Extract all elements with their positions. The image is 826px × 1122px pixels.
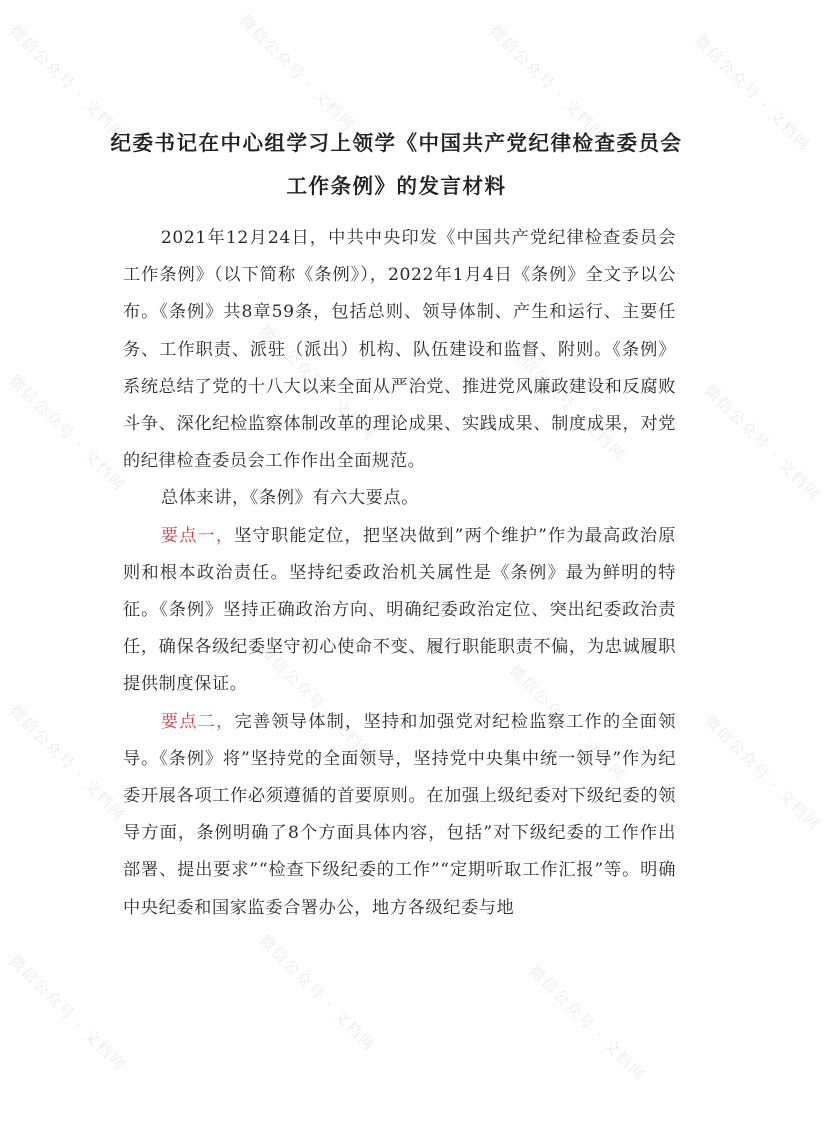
paragraph-text: 坚守职能定位，把坚决做到”两个维护”作为最高政治原则和根本政治责任。坚持纪委政治机关属性是《条例》最为鲜明的特征。《条例》坚持正确政治方向、明确纪委政治定位、突出纪委政治责任，确保各级纪委坚守初心使命不变、履行职能职责不偏，为忠诚履职提供制度保证。 [123, 525, 677, 695]
document-title: 纪委书记在中心组学习上领学《中国共产党纪律检查委员会工作条例》的发言材料 [110, 131, 683, 198]
watermark-text: 微信公众号 · 文档网 [255, 321, 380, 445]
watermark-text: 微信公众号 · 文档网 [700, 711, 825, 835]
watermark-text: 微信公众号 · 文档网 [700, 381, 825, 505]
paragraph-text: 总体来讲，《条例》有六大要点。 [160, 488, 420, 509]
key-point-label: 要点一， [160, 525, 235, 546]
watermark-text: 微信公众号 · 文档网 [5, 701, 130, 825]
watermark-text: 微信公众号 · 文档网 [505, 341, 630, 465]
paragraph [123, 704, 676, 927]
paragraph-text: 2021年12月24日，中共中央印发《中国共产党纪律检查委员会工作条例》（以下简称《条例》），2022年1月4日《条例》全文予以公布。《条例》共8章59条，包括总则、领导体制、产生和运行、主要任务、工作职责、派驻（派出）机构、队伍建设和监督、附则。《条例》系统总结了党的十八大以来全面从严治党、推进党风廉政建设和反腐败斗争、深化纪检监察体制改革的理论成果、实践成果、制度成果，对党的纪律检查委员会工作作出全面规范。 [123, 228, 676, 472]
watermark-text: 微信公众号 · 文档网 [235, 11, 360, 135]
watermark-text: 微信公众号 · 文档网 [5, 951, 130, 1075]
watermark-text: 微信公众号 · 文档网 [255, 931, 380, 1055]
paragraph [123, 518, 676, 704]
document-body [123, 220, 676, 927]
key-point-label: 要点二， [160, 711, 235, 732]
paragraph-text: 完善领导体制，坚持和加强党对纪检监察工作的全面领导。《条例》将”坚持党的全面领导，坚持党中央集中统一领导”作为纪委开展各项工作必须遵循的首要原则。在加强上级纪委对下级纪委的领导方面，条例明确了8个方面具体内容，包括”对下级纪委的工作作出部署、提出要求”“检查下级纪委的工作”“定期听取工作汇报”等。明确中央纪委和国家监委合署办公，地方各级纪委与地 [123, 711, 676, 918]
watermark-text: 微信公众号 · 文档网 [505, 661, 630, 785]
watermark-text: 微信公众号 · 文档网 [5, 371, 130, 495]
paragraph [123, 480, 676, 517]
watermark-text: 微信公众号 · 文档网 [525, 961, 650, 1085]
watermark-text: 微信公众号 · 文档网 [255, 641, 380, 765]
watermark-text: 微信公众号 · 文档网 [5, 21, 130, 145]
paragraph [123, 220, 676, 480]
watermark-text: 微信公众号 · 文档网 [690, 31, 815, 155]
watermark-text: 微信公众号 · 文档网 [485, 21, 610, 145]
